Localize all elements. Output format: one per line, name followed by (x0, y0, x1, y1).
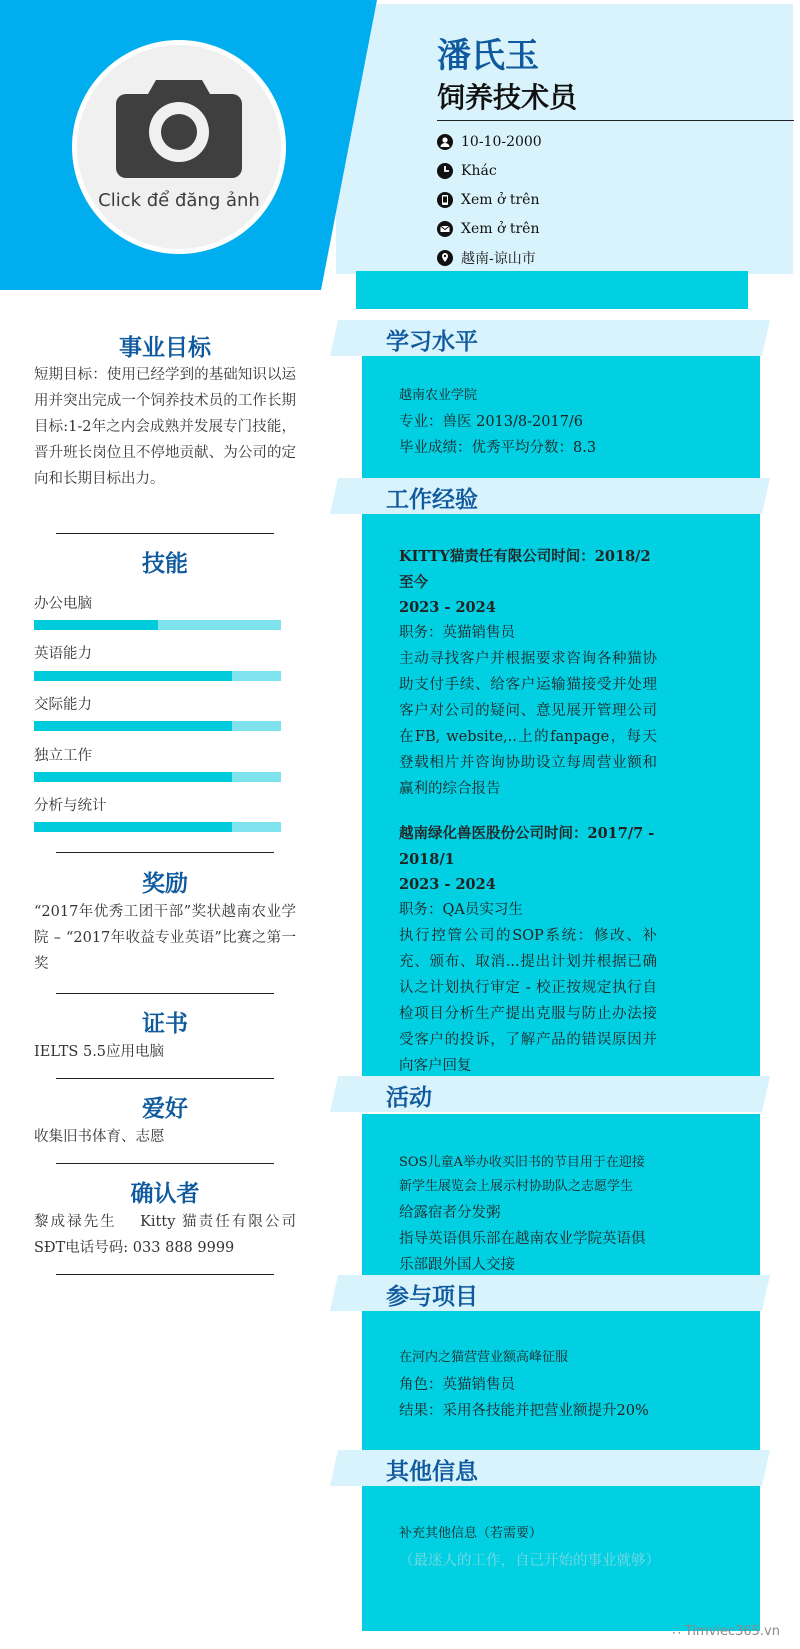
divider (56, 533, 274, 534)
project-name: 在河内之猫营营业额高峰征服 (399, 1350, 569, 1365)
skill-label: 交际能力 (34, 697, 92, 713)
skill-bar-fill (34, 671, 232, 681)
other-info-1: 补充其他信息（若需要） (399, 1526, 543, 1541)
skill-bar-fill (34, 721, 232, 731)
certificates-text: IELTS 5.5应用电脑 (34, 1044, 165, 1060)
camera-icon (116, 74, 242, 178)
skill-label: 英语能力 (34, 646, 92, 662)
info-location-text: 越南-谅山市 (461, 251, 536, 267)
education-school: 越南农业学院 (399, 388, 478, 403)
info-gender-text: Khác (461, 163, 497, 179)
education-grade: 毕业成绩：优秀平均分数：8.3 (399, 440, 597, 456)
activities-title: 活动 (386, 1085, 432, 1111)
job1-years: 2023 - 2024 (399, 599, 496, 616)
info-birthdate-text: 10-10-2000 (461, 134, 542, 150)
other-title: 其他信息 (386, 1459, 478, 1485)
skill-bar (34, 721, 281, 731)
experience-title: 工作经验 (386, 487, 478, 513)
awards-title: 奖励 (142, 871, 188, 897)
info-email (437, 217, 777, 241)
skill-bar (34, 822, 281, 832)
project-result: 结果：采用各技能并把营业额提升20% (399, 1403, 649, 1419)
activity-2: 给露宿者分发粥 (399, 1205, 501, 1221)
divider (56, 1078, 274, 1079)
user-icon (437, 134, 453, 150)
job-title: 饲养技术员 (437, 81, 578, 114)
skill-bar (34, 772, 281, 782)
phone-icon (437, 192, 453, 208)
upload-photo-label[interactable]: Click để đăng ảnh (98, 190, 260, 211)
info-gender (437, 159, 777, 183)
right-top-strip (356, 271, 748, 309)
project-role: 角色：英猫销售员 (399, 1377, 515, 1393)
hobbies-title: 爱好 (142, 1096, 188, 1122)
referee-text: 黎成禄先生 Kitty 猫责任有限公司SĐT电话号码: 033 888 9999 (34, 1214, 296, 1256)
certificates-title: 证书 (142, 1011, 188, 1037)
info-phone (437, 188, 777, 212)
job1-description: 主动寻找客户并根据要求咨询各种猫协助支付手续、给客户运输猫接受并处理客户对公司的疑问、意见展开管理公司在FB, website,..上的fanpage，每天登载相片并咨询协助设立每周营业额和赢利的综合报告 (399, 651, 657, 797)
education-major: 专业：兽医 2013/8-2017/6 (399, 414, 584, 430)
info-phone-text: Xem ở trên (461, 192, 540, 208)
divider (56, 993, 274, 994)
skill-bar-fill (34, 620, 158, 630)
info-location (437, 246, 777, 270)
other-info-2: （最迷人的工作，自己开始的事业就够） (399, 1553, 660, 1569)
email-icon (437, 221, 453, 237)
info-email-text: Xem ở trên (461, 221, 540, 237)
awards-text: “2017年优秀工团干部”奖状越南农业学院 – “2017年收益专业英语”比赛之第一奖 (34, 904, 296, 972)
skill-label: 分析与统计 (34, 798, 107, 814)
skill-bar-fill (34, 772, 232, 782)
projects-title: 参与项目 (386, 1284, 478, 1310)
objective-title: 事业目标 (119, 335, 211, 361)
education-title: 学习水平 (386, 329, 478, 355)
footer-watermark[interactable]: ∴ Timviec365.vn (672, 1624, 780, 1639)
skill-bar (34, 620, 281, 630)
skills-title: 技能 (142, 551, 188, 577)
activity-1: SOS儿童A举办收买旧书的节目用于在迎接新学生展览会上展示村协助队之志愿学生 (399, 1155, 645, 1194)
divider (56, 852, 274, 853)
skill-bar-fill (34, 822, 232, 832)
location-icon (437, 250, 453, 266)
divider (56, 1163, 274, 1164)
job1-company: KITTY猫责任有限公司时间：2018/2至今 (399, 548, 651, 591)
job1-role: 职务：英猫销售员 (399, 625, 515, 641)
referee-title: 确认者 (130, 1181, 200, 1207)
hobbies-text: 收集旧书体育、志愿 (34, 1129, 165, 1145)
job2-description: 执行控管公司的SOP系统：修改、补充、颁布、取消...提出计划并根据已确认之计划执行审定 - 校正按规定执行自检项目分析生产提出克服与防止办法接受客户的投诉，了解产品的错误原因并向客户回复 (399, 928, 657, 1074)
job2-years: 2023 - 2024 (399, 876, 496, 893)
objective-text: 短期目标：使用已经学到的基础知识以运用并突出完成一个饲养技术员的工作长期目标:1-2年之内会成熟并发展专门技能，晋升班长岗位且不停地贡献、为公司的定向和长期目标出力。 (34, 367, 296, 487)
skill-label: 办公电脑 (34, 596, 92, 612)
skill-bar (34, 671, 281, 681)
divider (56, 1274, 274, 1275)
skill-label: 独立工作 (34, 748, 92, 764)
info-birthdate (437, 130, 777, 154)
job2-role: 职务：QA员实习生 (399, 902, 523, 918)
job2-company: 越南绿化兽医股份公司时间：2017/7 - 2018/1 (399, 825, 655, 868)
candidate-name: 潘氏玉 (437, 36, 539, 76)
activity-3: 指导英语俱乐部在越南农业学院英语俱乐部跟外国人交接 (399, 1231, 646, 1273)
clock-icon (437, 163, 453, 179)
title-divider (437, 120, 794, 121)
